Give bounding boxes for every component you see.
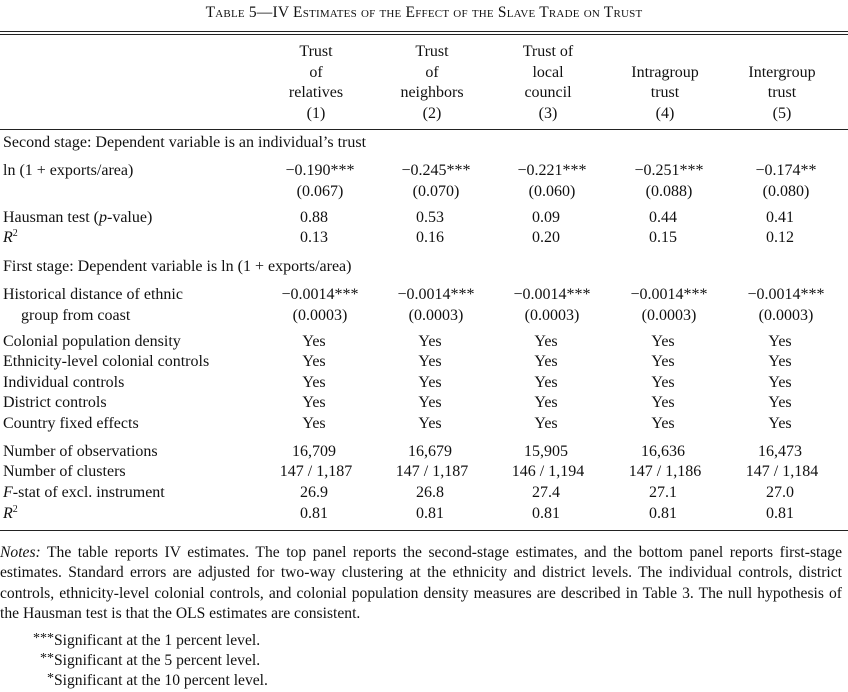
row-label — [3, 228, 18, 249]
table-cell: 0.20 — [532, 229, 560, 246]
table-cell: Yes — [651, 374, 675, 391]
table-cell: (0.0003) — [408, 307, 464, 324]
row-label: Number of clusters — [3, 463, 126, 480]
significance-text: Significant at the 1 percent level. — [54, 632, 261, 649]
column-number: (2) — [422, 104, 442, 122]
column-header-line: Trust — [415, 43, 449, 60]
table-cell: 0.09 — [532, 209, 560, 226]
table-cell: 0.81 — [416, 505, 444, 522]
table-cell: −0.0014*** — [630, 286, 708, 303]
second-stage-heading: Second stage: Dependent variable is an individual’s trust — [3, 134, 367, 151]
table-cell: 147 / 1,187 — [279, 463, 353, 480]
table-notes — [0, 543, 842, 625]
table-cell: Yes — [651, 333, 675, 350]
row-label: Number of observations — [3, 443, 158, 460]
column-header-line: local — [532, 63, 564, 81]
row-label: group from coast — [21, 307, 131, 324]
significance-text: Significant at the 5 percent level. — [54, 652, 261, 669]
table-cell: −0.221*** — [517, 162, 587, 179]
row-label: F-stat of excl. instrument — [3, 484, 165, 501]
table-cell: Yes — [302, 333, 326, 350]
column-number: (3) — [538, 104, 558, 122]
column-header — [258, 42, 374, 124]
superscript-two: 2 — [12, 228, 18, 239]
table-cell: 15,905 — [524, 443, 568, 460]
table-cell: 0.81 — [532, 505, 560, 522]
column-header-line: trust — [650, 84, 680, 102]
table-cell: Yes — [418, 394, 442, 411]
table-cell: Yes — [418, 353, 442, 370]
table-cell: 16,709 — [292, 443, 336, 460]
table-cell: −0.174** — [755, 162, 817, 179]
table-cell: Yes — [768, 394, 792, 411]
table-cell: (0.070) — [412, 183, 460, 200]
table-cell: −0.245*** — [401, 162, 471, 179]
header-rule — [0, 129, 848, 130]
notes-text: The table reports IV estimates. The top panel reports the second-stage estimates, and the bottom panel reports first-stage estimates. Standard errors are adjusted for two-way clustering at the ethnicity and district levels. The individual controls, district controls, ethnicity-level colonial controls, and colonial population density measures are described in Table 3. The null hypothesis of the Hausman test is that the OLS estimates are consistent. — [0, 544, 842, 623]
significance-stars: ** — [40, 651, 54, 666]
column-header — [607, 63, 723, 125]
row-label: Hausman test (p-value) — [3, 209, 153, 226]
table-cell: 0.15 — [649, 229, 677, 246]
table-cell: Yes — [534, 333, 558, 350]
table-cell: 0.53 — [416, 209, 444, 226]
table-cell: 147 / 1,186 — [628, 463, 702, 480]
table-cell: (0.0003) — [758, 307, 814, 324]
table-cell: Yes — [534, 415, 558, 432]
column-header — [374, 42, 490, 124]
table-cell: 16,636 — [641, 443, 685, 460]
table-cell: 0.12 — [766, 229, 794, 246]
column-number: (4) — [655, 104, 675, 122]
table-cell: (0.080) — [762, 183, 810, 200]
column-header — [490, 42, 606, 124]
table-cell: (0.0003) — [641, 307, 697, 324]
column-header-line: of — [309, 63, 323, 81]
table-cell: Yes — [651, 415, 675, 432]
r-squared-symbol: R — [3, 505, 13, 522]
table-cell: 0.44 — [649, 209, 677, 226]
table-cell: Yes — [534, 353, 558, 370]
table-cell: 0.81 — [766, 505, 794, 522]
table-cell: Yes — [302, 394, 326, 411]
table-cell: Yes — [768, 353, 792, 370]
table-cell: Yes — [768, 374, 792, 391]
table-cell: 0.88 — [300, 209, 328, 226]
column-header-line: trust — [767, 84, 797, 102]
row-label — [3, 504, 18, 525]
table-cell: 26.8 — [416, 484, 444, 501]
f-italic: F — [3, 484, 13, 501]
table-cell: 146 / 1,194 — [511, 463, 585, 480]
table-cell: (0.0003) — [524, 307, 580, 324]
bottom-rule — [0, 530, 848, 531]
table-cell: −0.0014*** — [747, 286, 825, 303]
table-cell: (0.060) — [528, 183, 576, 200]
significance-text: Significant at the 10 percent level. — [54, 672, 268, 689]
table-cell: 0.81 — [649, 505, 677, 522]
table-cell: Yes — [651, 394, 675, 411]
table-cell: 26.9 — [300, 484, 328, 501]
table-cell: Yes — [768, 333, 792, 350]
table-cell: −0.0014*** — [513, 286, 591, 303]
top-rule — [0, 31, 848, 32]
table-cell: 27.0 — [766, 484, 794, 501]
table-cell: 0.13 — [300, 229, 328, 246]
table-cell: (0.0003) — [292, 307, 348, 324]
table-cell: Yes — [651, 353, 675, 370]
table-cell: Yes — [418, 333, 442, 350]
column-header-line: Trust of — [522, 43, 574, 60]
r-squared-symbol: R — [3, 229, 13, 246]
table-cell: 0.16 — [416, 229, 444, 246]
table-cell: 147 / 1,184 — [745, 463, 819, 480]
row-label: Individual controls — [3, 374, 125, 391]
row-label: Country fixed effects — [3, 415, 139, 432]
column-header-line: neighbors — [400, 84, 464, 102]
significance-stars: *** — [33, 631, 54, 646]
table-cell: (0.067) — [296, 183, 344, 200]
table-cell: Yes — [418, 415, 442, 432]
table-cell: Yes — [768, 415, 792, 432]
significance-stars: * — [47, 671, 54, 686]
column-header-line: relatives — [288, 84, 344, 102]
column-header-line: of — [425, 63, 439, 81]
table-cell: Yes — [534, 394, 558, 411]
significance-line — [0, 669, 268, 691]
column-header-line: council — [524, 84, 572, 102]
row-label: Historical distance of ethnic — [3, 286, 183, 303]
table-cell: −0.0014*** — [281, 286, 359, 303]
table-cell: −0.251*** — [634, 162, 704, 179]
table-cell: Yes — [534, 374, 558, 391]
row-label: Ethnicity-level colonial controls — [3, 353, 210, 370]
table-cell: −0.190*** — [285, 162, 355, 179]
p-italic: p — [98, 209, 107, 226]
column-header — [724, 63, 840, 125]
top-rule-double — [0, 34, 848, 35]
table-cell: (0.088) — [645, 183, 693, 200]
table-cell: Yes — [302, 415, 326, 432]
column-header-line: Trust — [299, 43, 333, 60]
table-cell: Yes — [418, 374, 442, 391]
table-cell: 147 / 1,187 — [395, 463, 469, 480]
table-cell: 27.1 — [649, 484, 677, 501]
table-cell: Yes — [302, 374, 326, 391]
table-cell: Yes — [302, 353, 326, 370]
row-label: Colonial population density — [3, 333, 181, 350]
column-header-line: Intergroup — [748, 63, 816, 81]
table-cell: 0.41 — [766, 209, 794, 226]
table-cell: 16,473 — [758, 443, 802, 460]
table-cell: −0.0014*** — [397, 286, 475, 303]
row-label: ln (1 + exports/area) — [3, 162, 134, 179]
table-cell: 0.81 — [300, 505, 328, 522]
column-number: (1) — [306, 104, 326, 122]
notes-lead: Notes: — [0, 544, 41, 561]
table-title: Table 5—IV Estimates of the Effect of the Slave Trade on Trust — [205, 4, 643, 21]
superscript-two: 2 — [12, 504, 18, 515]
row-label: District controls — [3, 394, 107, 411]
column-number: (5) — [772, 104, 792, 122]
table-cell: 27.4 — [532, 484, 560, 501]
column-header-line: Intragroup — [631, 63, 699, 81]
table-cell: 16,679 — [408, 443, 452, 460]
first-stage-heading: First stage: Dependent variable is ln (1 + exports/area) — [3, 258, 352, 275]
